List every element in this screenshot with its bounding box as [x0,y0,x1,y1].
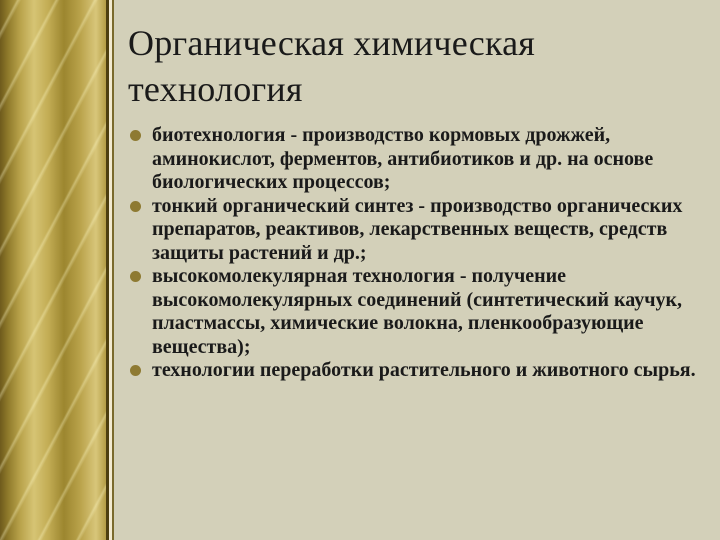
bullet-dot-icon [130,201,141,212]
list-item-text: технологии переработки растительного и животного сырья. [152,359,696,381]
slide-title-line-2: технология [128,69,303,109]
list-item-text: высокомолекулярная технология - получение высокомолекулярных соединений (синтетический каучук, пластмассы, химические волокна, пленкообразующие вещества); [152,265,682,358]
bullet-dot-icon [130,365,141,376]
list-item [128,265,698,359]
border-divider-shadow [112,0,114,540]
list-item-text: тонкий органический синтез - производство органических препаратов, реактивов, лекарственных веществ, средств защиты растений и др.; [152,194,683,264]
bullet-list [128,124,698,383]
bullet-dot-icon [130,130,141,141]
list-item [128,195,698,266]
slide-title-line-1: Органическая химическая [128,23,536,63]
list-item [128,359,698,383]
bullet-dot-icon [130,271,141,282]
decorative-gold-border [0,0,106,540]
slide-title [128,20,698,112]
list-item-text: биотехнология - производство кормовых дрожжей, аминокислот, ферментов, антибиотиков и др. на основе биологических процессов; [152,124,654,193]
list-item [128,124,698,195]
